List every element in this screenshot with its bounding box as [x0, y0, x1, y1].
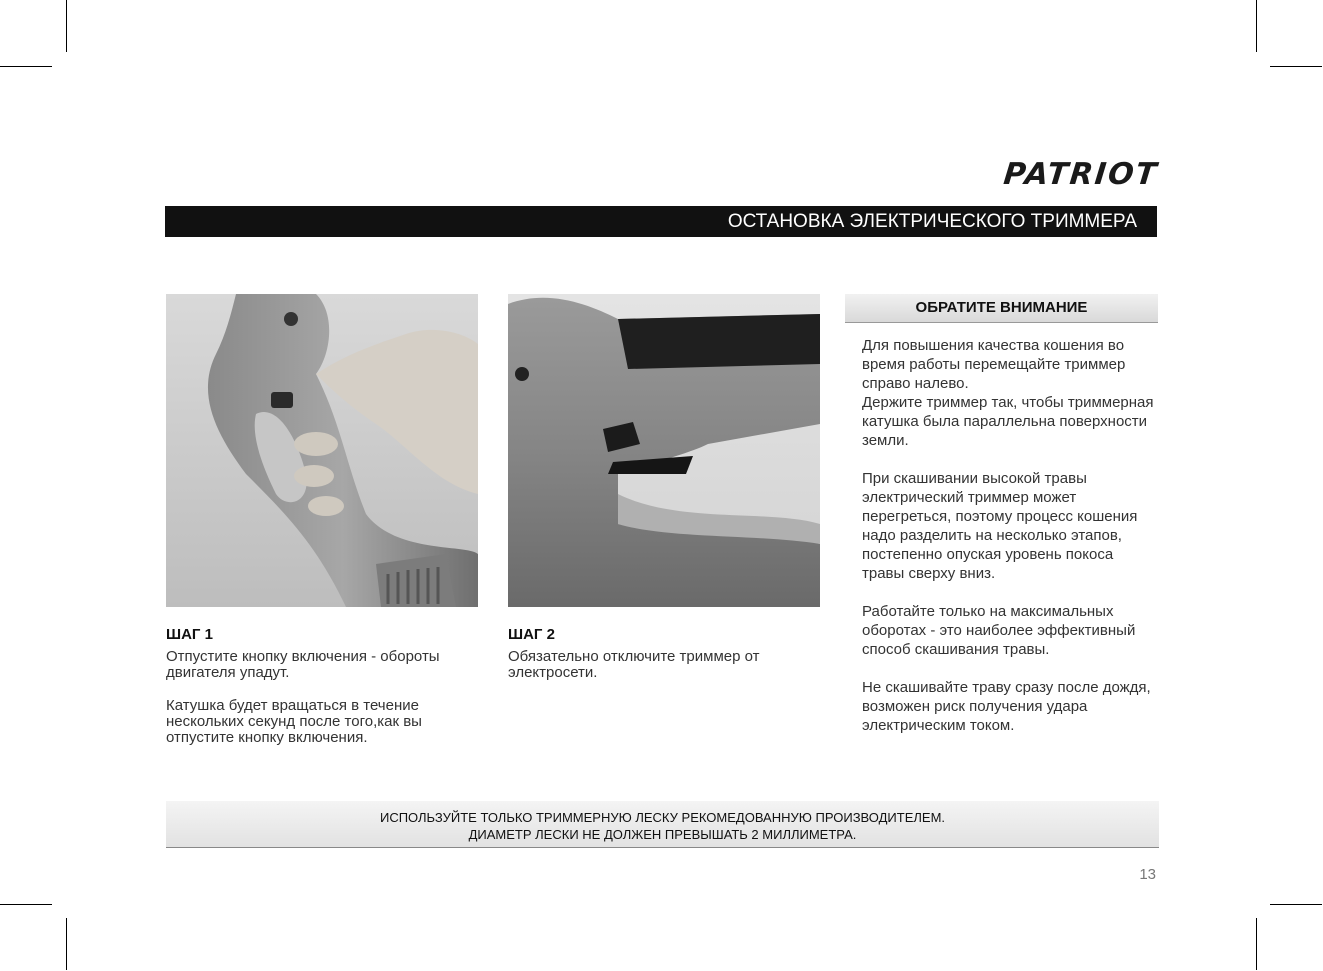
crop-mark — [1270, 66, 1322, 67]
crop-mark — [1256, 0, 1257, 52]
step1-text-extra: Катушка будет вращаться в течение нескольких секунд после того,как вы отпустите кнопку включения. — [166, 697, 422, 746]
warning-bar — [166, 801, 1159, 848]
crop-mark — [0, 904, 52, 905]
step1-photo — [166, 294, 478, 607]
notice-paragraph — [862, 336, 1154, 450]
notice-text: Для повышения качества кошения во время работы перемещайте триммер справо налево. — [862, 337, 1126, 392]
warning-line: ДИАМЕТР ЛЕСКИ НЕ ДОЛЖЕН ПРЕВЫШАТЬ 2 МИЛЛИМЕТРА. — [468, 827, 857, 842]
notice-paragraph: Работайте только на максимальных оборотах - это наиболее эффективный способ скашивания травы. — [862, 603, 1136, 658]
crop-mark — [66, 918, 67, 970]
notice-paragraph: При скашивании высокой травы электрический триммер может перегреться, поэтому процесс кошения надо разделить на несколько этапов, постепенно опуская уровень покоса травы сверху вниз. — [862, 470, 1138, 582]
step1-text: Отпустите кнопку включения - обороты двигателя упадут. — [166, 648, 440, 681]
crop-mark — [1270, 904, 1322, 905]
step1-heading: ШАГ 1 — [166, 626, 213, 643]
step2-photo — [508, 294, 820, 607]
notice-title: ОБРАТИТЕ ВНИМАНИЕ — [845, 294, 1158, 323]
page-number: 13 — [1139, 866, 1156, 883]
page-title: ОСТАНОВКА ЭЛЕКТРИЧЕСКОГО ТРИММЕРА — [165, 206, 1157, 237]
crop-mark — [66, 0, 67, 52]
step1-block — [166, 626, 476, 763]
step2-block — [508, 626, 818, 698]
crop-mark — [1256, 918, 1257, 970]
notice-body — [862, 336, 1154, 754]
warning-line: ИСПОЛЬЗУЙТЕ ТОЛЬКО ТРИММЕРНУЮ ЛЕСКУ РЕКОМЕДОВАННУЮ ПРОИЗВОДИТЕЛЕМ. — [379, 810, 946, 825]
notice-text: Держите триммер так, чтобы триммерная катушка была параллельна поверхности земли. — [862, 394, 1154, 449]
brand-logo: PATRIOT — [1001, 157, 1160, 192]
crop-mark — [0, 66, 52, 67]
notice-paragraph: Не скашивайте траву сразу после дождя, возможен риск получения удара электрическим током. — [862, 679, 1151, 734]
step2-text: Обязательно отключите триммер от электросети. — [508, 648, 760, 681]
step2-heading: ШАГ 2 — [508, 626, 555, 643]
